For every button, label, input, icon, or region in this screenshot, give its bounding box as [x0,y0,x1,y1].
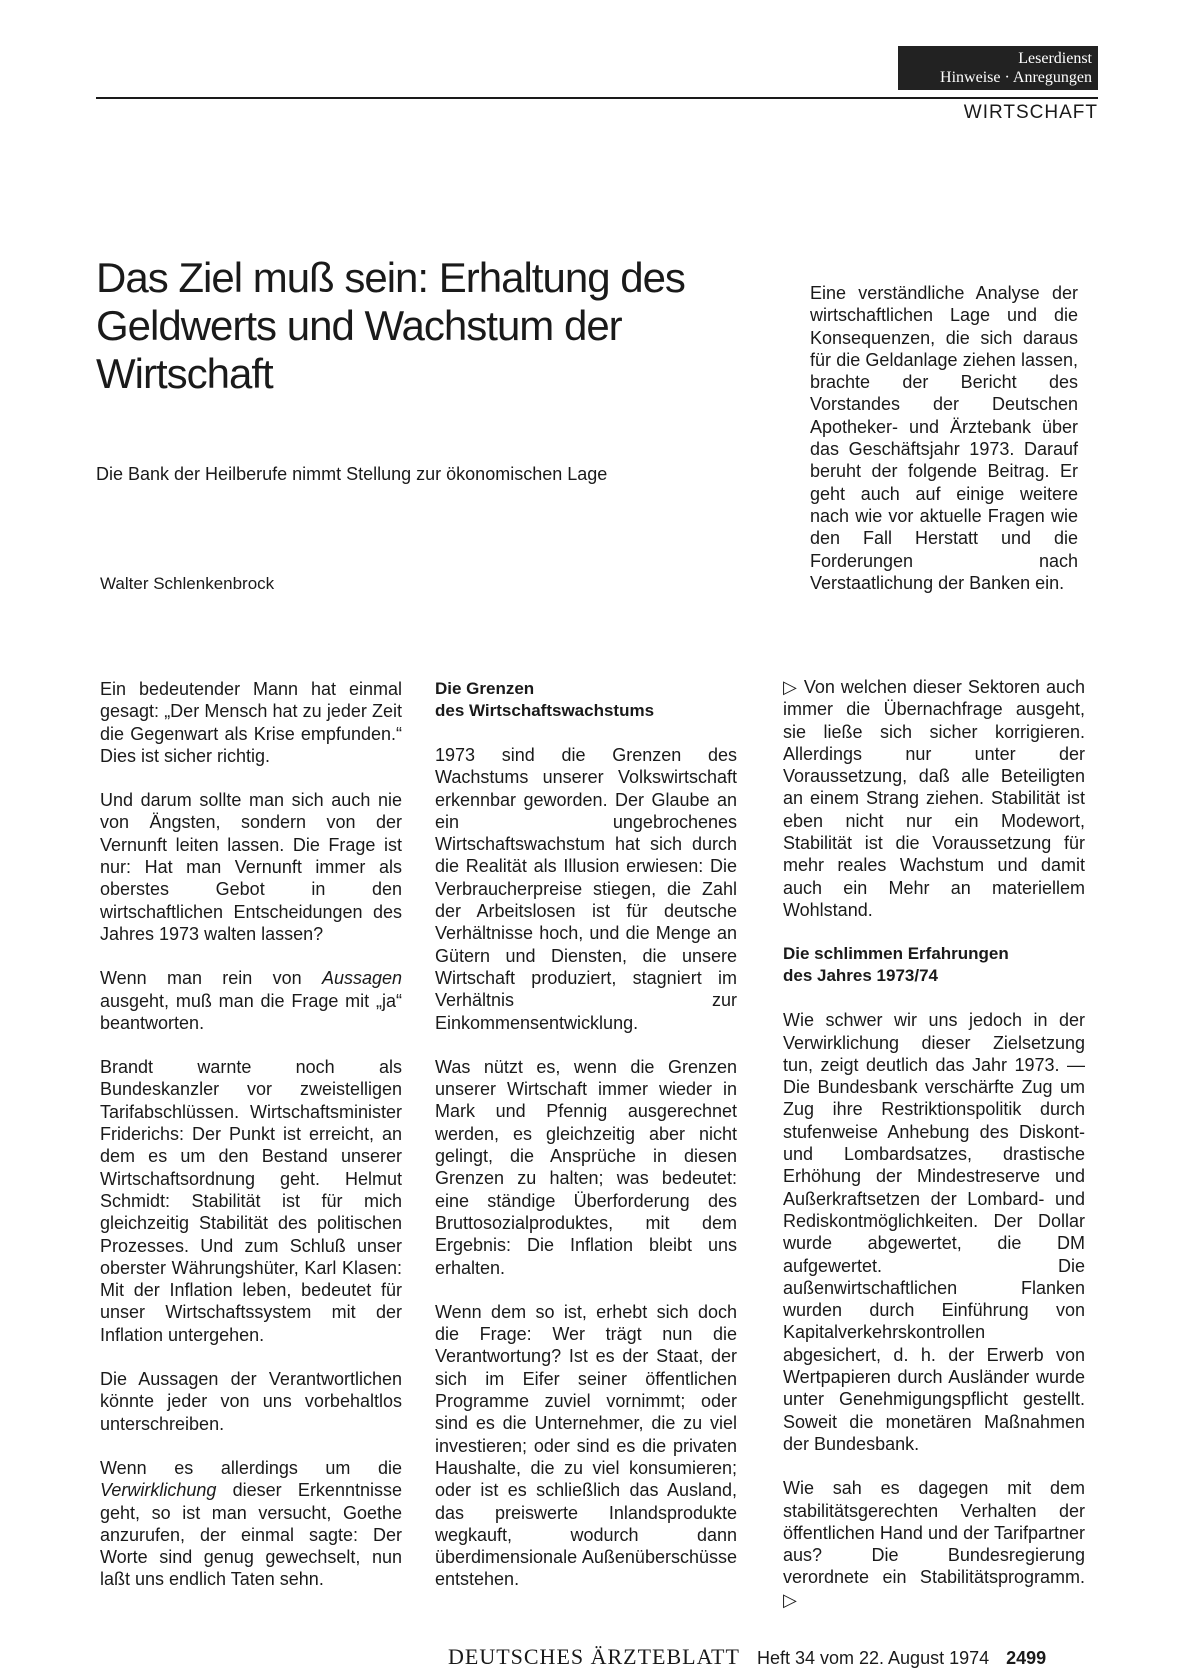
page-number: 2499 [1006,1648,1047,1668]
continuation-arrow-icon: ▷ [783,1589,797,1610]
paragraph: 1973 sind die Grenzen des Wachstums unserer Volkswirtschaft erkennbar geworden. Der Glaube an ein ungebrochenes Wirtschaftswachstum hat sich durch die Realität als Illusion erwiesen: Die Verbraucherpreise stiegen, die Zahl der Arbeitslosen ist für deutsche Verhältnisse hoch, und die Menge an Gütern und Diensten, die unsere Wirtschaft produziert, stagniert im Verhältnis zur Einkommensentwicklung. [435,745,737,1033]
badge-line-2: Hinweise · Anregungen [940,69,1092,86]
paragraph: Wenn dem so ist, erhebt sich doch die Frage: Wer trägt nun die Verantwortung? Ist es der Staat, der sich im Eifer seiner öffentlichen Programme zuviel vornimmt; oder sind es die Unternehmer, die zu viel investieren; oder sind es die privaten Haushalte, die zu viel konsumieren; oder ist es schließlich das Ausland, das preiswerte Inlandsprodukte wegkauft, wodurch dann überdimensionale Außenüberschüsse entstehen. [435,1301,737,1590]
paragraph: Wenn man rein von Aussagen ausgeht, muß man die Frage mit „ja“ beantworten. [100,968,402,1033]
continuation-arrow-icon: ▷ [783,677,798,697]
emphasis: Verwirklichung [100,1480,217,1501]
paragraph: Die Aussagen der Verantwortlichen könnte jeder von uns vorbehaltlos unterschreiben. [100,1369,402,1434]
page-footer [448,1644,1046,1670]
badge-line-1: Leserdienst [1018,50,1092,67]
paragraph: Brandt warnte noch als Bundeskanzler vor zweistelligen Tarifabschlüssen. Wirtschaftsminister Friderichs: Der Punkt ist erreicht, an dem es um den Bestand unserer Wirtschaftsordnung geht. Helmut Schmidt: Stabilität ist für mich gleichzeitig Stabilität des politischen Prozesses. Und zum Schluß unser oberster Währungshüter, Karl Klasen: Mit der Inflation leben, bedeutet für unser Wirtschaftssystem mit der Inflation untergehen. [100,1057,402,1345]
article-author: Walter Schlenkenbrock [100,574,275,593]
issue-info: Heft 34 vom 22. August 1974 [756,1648,990,1668]
text-column-3 [783,676,1085,1633]
paragraph: Ein bedeutender Mann hat einmal gesagt: „Der Mensch hat zu jeder Zeit die Gegenwart als Krise empfunden.“ Dies ist sicher richtig. [100,679,402,766]
header-rule [96,97,1098,99]
section-heading: Die schlimmen Erfahrungen des Jahres 1973/74 [783,944,1009,986]
text-column-2 [435,678,737,1613]
reader-service-badge [898,46,1098,90]
text-column-1 [100,678,402,1613]
paragraph: ▷ Von welchen dieser Sektoren auch immer die Übernachfrage ausgeht, sie ließe sich sicher korrigieren. Allerdings nur unter der Voraussetzung, daß alle Beteiligten an einem Strang ziehen. Stabilität ist eben nicht nur ein Modewort, Stabilität ist die Voraussetzung für mehr reales Wachstum und damit auch ein Mehr an materiellem Wohlstand. [783,677,1085,920]
paragraph: Was nützt es, wenn die Grenzen unserer Wirtschaft immer wieder in Mark und Pfennig ausgerechnet werden, es gleichzeitig aber nicht gelingt, die Ansprüche in diesen Grenzen zu halten; was bedeutet: eine ständige Überforderung des Bruttosozialproduktes, mit dem Ergebnis: Die Inflation bleibt uns erhalten. [435,1056,737,1278]
paragraph: Wie sah es dagegen mit dem stabilitätsgerechten Verhalten der öffentlichen Hand und der Tarifpartner aus? Die Bundesregierung verordnete ein Stabilitätsprogramm. ▷ [783,1478,1085,1610]
emphasis: Aussagen [321,968,402,989]
paragraph: Und darum sollte man sich auch nie von Ängsten, sondern von der Vernunft leiten lassen. Die Frage ist nur: Hat man Vernunft immer als oberstes Gebot in den wirtschaftlichen Entscheidungen des Jahres 1973 walten lassen? [100,790,402,944]
section-heading: Die Grenzen des Wirtschaftswachstums [435,679,655,720]
paragraph: Wie schwer wir uns jedoch in der Verwirklichung dieser Zielsetzung tun, zeigt deutlich das Jahr 1973. — Die Bundesbank verschärfte Zug um Zug ihre Restriktionspolitik durch stufenweise Anhebung des Diskont- und Lombardsatzes, drastische Erhöhung der Mindestreserve und Außerkraftsetzen der Lombard- und Rediskontmöglichkeiten. Der Dollar wurde abgewertet, die DM aufgewertet. Die außenwirtschaftlichen Flanken wurden durch Einführung von Kapitalverkehrskontrollen abgesichert, d. h. der Erwerb von Wertpapieren durch Ausländer wurde unter Genehmigungspflicht gestellt. Soweit die monetären Maßnahmen der Bundesbank. [783,1010,1085,1454]
article-title: Das Ziel muß sein: Erhaltung des Geldwerts und Wachstum der Wirtschaft [96,254,685,397]
paragraph: Wenn es allerdings um die Verwirklichung dieser Erkenntnisse geht, so ist man versucht, Goethe anzurufen, der einmal sagte: Der Worte sind genug gewechselt, nun laßt uns endlich Taten sehn. [100,1457,402,1590]
section-label: WIRTSCHAFT [963,102,1098,123]
journal-name: DEUTSCHES ÄRZTEBLATT [448,1644,740,1669]
article-subtitle: Die Bank der Heilberufe nimmt Stellung zur ökonomischen Lage [96,464,608,484]
article-intro: Eine verständliche Analyse der wirtschaftlichen Lage und die Konsequenzen, die sich daraus für die Geldanlage ziehen lassen, brachte der Bericht des Vorstandes der Deutschen Apotheker- und Ärztebank über das Geschäftsjahr 1973. Darauf beruht der folgende Beitrag. Er geht auch auf einige weitere nach wie vor aktuelle Fragen wie den Fall Herstatt und die Forderungen nach Verstaatlichung der Banken ein. [810,283,1078,593]
